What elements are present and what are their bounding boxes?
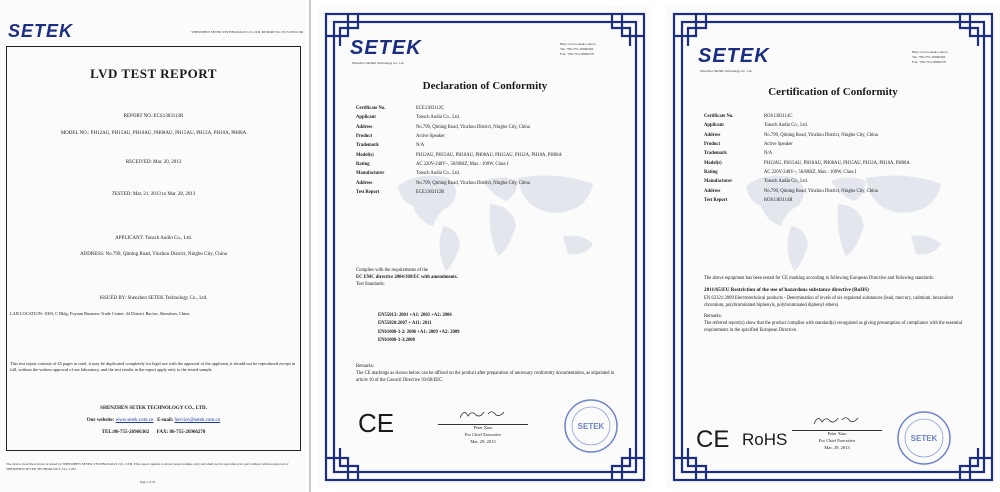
certification-fields	[704, 114, 966, 207]
website-label: Our website:	[86, 418, 115, 423]
field-row: Address No.799, Qiming Road, Yinzhou District, Ningbo City, China	[356, 180, 530, 186]
lvd-applicant: APPLICANT: Tonsch Audio Co., Ltd.	[115, 236, 192, 241]
field-row: Product Active Speaker	[704, 142, 793, 148]
signer-name: Peter Xiao	[827, 431, 847, 436]
declaration-sheet	[318, 6, 652, 488]
website-link[interactable]: www.setek.com.cn	[115, 418, 154, 423]
standard-item: EN61000-3-2: 2006 +A1: 2009 +A2: 2009	[378, 329, 460, 335]
lvd-title: LVD TEST REPORT	[90, 66, 217, 81]
contact-block	[560, 42, 596, 57]
contact-web: Http://www.setek.com.cn	[560, 42, 596, 46]
signature-block	[792, 430, 882, 451]
declaration-remarks	[356, 364, 616, 384]
lvd-web-line	[6, 418, 301, 423]
standard-item: EN55020:2007 + A11: 2011	[378, 321, 432, 327]
standards-label: Test Standards:	[356, 281, 385, 287]
signer-name: Peter Xiao	[473, 425, 493, 430]
email-label: E-mail:	[157, 418, 174, 423]
remarks-label: Remarks:	[356, 364, 374, 369]
ce-mark: CE	[696, 426, 730, 453]
standard-text: EN 62321:2009 Electrotechnical products - Determination of levels of six regulated substances (lead, mercury, cadmium, hexavalent chromium, polybrominated biphenyls, polybrominated diphenyl ethers)	[704, 296, 954, 309]
remarks-text: The referred report(s) show that the product complies with standard(s) recognized as giving presumption of compliance with the essential requirements in the specified European Directive.	[704, 320, 962, 333]
complies-text: Complies with the requirements of the	[356, 268, 428, 273]
signature-scribble	[458, 406, 508, 422]
lvd-page-number: Page 1 of 45	[140, 480, 156, 484]
declaration-complies	[356, 268, 616, 288]
field-row: Rating AC 220V-240V~, 50/60HZ, Max.: 100W, Class I	[704, 170, 857, 176]
field-row: Model(s) PH12AU, PH15AU, PH10AU, PH08AU, PH15AU, PH12A, PH10A, PH08A	[356, 152, 562, 158]
certification-body	[704, 276, 966, 334]
seal-text: SETEK	[577, 422, 605, 431]
company-seal	[896, 410, 952, 466]
field-row: Address No.799, Qiming Road, Yinzhou District, Ningbo City, China	[356, 124, 530, 130]
rohs-mark: RoHS	[742, 430, 788, 449]
setek-company-small: Shenzhen SETEK Technology Co., Ltd.	[700, 69, 753, 73]
field-row: Manufacturer Tonsch Audio Co., Ltd.	[704, 179, 808, 185]
lvd-received: RECEIVED: Mar. 20, 2013	[125, 160, 182, 165]
directive-text: 2011/65/EU Restriction of the use of hazardous substance directive (RoHS)	[704, 286, 869, 293]
setek-company-small: Shenzhen SETEK Technology Co., Ltd.	[352, 61, 405, 65]
remarks-label: Remarks:	[704, 313, 722, 319]
tested-text: The above equipment has been tested for CE marking according to following European Directive and following standards:	[704, 276, 934, 281]
field-row: Certificate No. ROS1303114C	[704, 114, 793, 119]
contact-fax: Fax: +86-755-26966270	[560, 52, 595, 57]
lvd-footer-note: The device described above is tested by SHENZHEN SETEK TECHNOLOGY CO., LTD. This report applies to above tested sample only and shall not be reproduced in part without written approval of SHENZHEN SETEK TECHNOLOGY CO., LTD.	[6, 462, 289, 471]
field-row: Test Report ECE1303112R	[356, 190, 445, 196]
sign-date: Mar. 29, 2013	[824, 444, 850, 450]
lvd-lab-location: LAB LOCATION: 1003, C Bldg, Fuyuan Business Trade Center, 44 District Bao'an, Shenzhen, China	[10, 311, 190, 316]
ce-mark: CE	[358, 408, 395, 438]
field-row: Product Active Speaker	[356, 134, 445, 140]
setek-logo: SETEK	[8, 21, 74, 41]
declaration-fields	[356, 106, 616, 199]
lvd-frame	[6, 46, 301, 451]
contact-tel: Tel: +86-755-26966362	[560, 47, 594, 52]
lvd-note: This test report consists of 45 pages in total, it may be duplicated completely for legal use with the approval of the applicant, it should not be reproduced except in full, without the written approval of our laboratory, and the test results in the report apply only to the tested sample.	[10, 361, 296, 373]
lvd-fax: FAX: 86-755-26966270	[156, 430, 206, 435]
standard-item: EN61000-3-3:2008	[378, 338, 415, 344]
contact-web: Http://www.setek.com.cn	[912, 50, 948, 54]
setek-logo: SETEK	[698, 45, 770, 67]
signer-title: For Chief Executive	[464, 431, 502, 437]
lvd-tel-fax	[6, 430, 301, 435]
directive-text: EC EMC directive 2004/108/EC with amendments.	[356, 274, 458, 280]
contact-tel: Tel: +86-755-26966362	[912, 55, 946, 60]
lvd-address: ADDRESS: No.799, Qiming Road, Yinzhou District, Ningbo City, China	[80, 252, 227, 257]
standard-item: EN55013: 2001 +A1: 2003 +A2: 2006	[378, 313, 452, 318]
lvd-tested: TESTED: Mar. 21, 2013 to Mar. 28, 2013	[111, 192, 196, 197]
certification-title: Certification of Conformity	[768, 86, 898, 98]
field-row: Applicant Tonsch Audio Co., Ltd.	[356, 115, 460, 121]
lvd-tel: TEL:86-755-26966362	[101, 430, 150, 435]
field-row: Trademark N/A	[704, 151, 773, 157]
lvd-header-info: SHENZHEN SETEK TECHNOLOGY CO.,LTD. REPORT No: ECS1303113R	[191, 30, 303, 34]
certification-sheet	[666, 6, 1000, 488]
field-row: Certificate No. ECE1303112C	[356, 106, 445, 111]
seal-text: SETEK	[910, 434, 938, 443]
lvd-issued-by: ISSUED BY: Shenzhen SETEK Technology Co., Ltd.	[99, 296, 208, 301]
field-row: Address No.799, Qiming Road, Yinzhou District, Ningbo City, China	[704, 132, 878, 138]
signature-scribble	[812, 412, 862, 428]
declaration-title: Declaration of Conformity	[422, 80, 548, 92]
field-row: Address No.799, Qiming Road, Yinzhou District, Ningbo City, China	[704, 188, 878, 194]
contact-fax: Fax: +86-755-26966270	[912, 60, 947, 65]
field-row: Applicant Tonsch Audio Co., Ltd.	[704, 123, 808, 129]
lvd-model-no: MODEL NO.: PH12AU, PH15AU, PH10AU, PH08AU, PH15AU, PH12A, PH10A, PH08A	[60, 131, 247, 136]
company-seal	[563, 398, 619, 454]
field-row: Manufacturer Tonsch Audio Co., Ltd.	[356, 171, 460, 177]
contact-block	[912, 50, 948, 65]
email-link[interactable]: Service@setek.com.cn	[174, 418, 221, 423]
signer-title: For Chief Executive	[818, 437, 856, 443]
lvd-company-footer: SHENZHEN SETEK TECHNOLOGY CO., LTD.	[100, 406, 207, 411]
signature-block	[438, 424, 528, 445]
lvd-report-sheet	[0, 0, 306, 492]
sign-date: Mar. 29, 2013	[470, 438, 496, 444]
field-row: Rating AC 220V-240V~, 50/60HZ, Max.: 100W, Class I	[356, 162, 509, 168]
field-row: Model(s) PH12AU, PH15AU, PH10AU, PH08AU, PH15AU, PH12A, PH10A, PH08A	[704, 160, 910, 166]
field-row: Test Report ROS1303114R	[704, 198, 793, 204]
remarks-text: The CE markings as shown below can be affixed on the product after preparation of necessary conformity documentation, as stipulated in article 10 of the Council Directive 93/68/EEC.	[356, 370, 615, 383]
lvd-report-no: REPORT NO.:ECS1303113R	[123, 114, 184, 119]
sheet-divider	[309, 0, 311, 492]
setek-logo: SETEK	[350, 37, 422, 59]
field-row: Trademark N/A	[356, 143, 425, 149]
standards-list	[378, 312, 618, 346]
